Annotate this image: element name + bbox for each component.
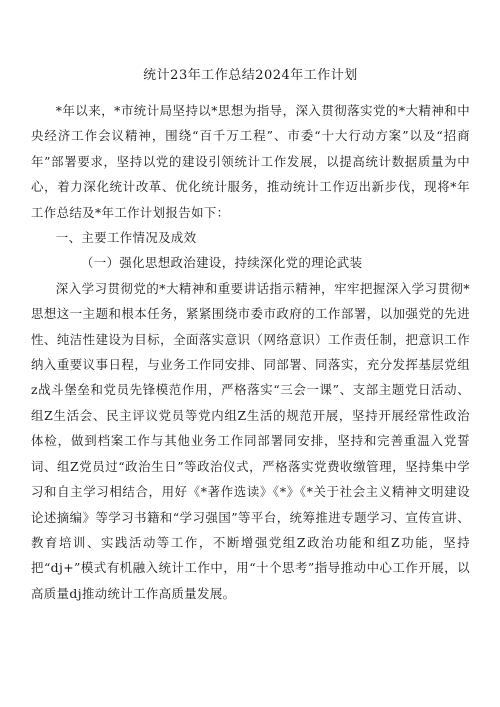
section-heading: 一、主要工作情况及成效	[55, 230, 197, 246]
document-title: 统计23年工作总结2024年工作计划	[143, 68, 358, 83]
body-paragraph: 深入学习贯彻党的*大精神和重要讲话指示精神，牢牢把握深入学习贯彻*思想这一主题和根本任务，紧紧围绕市委市政府的工作部署，以加强党的先进性、纯洁性建设为目标，全面落实意识（网络意识）工作责任制，把意识工作纳入重要议事日程，与业务工作同安排、同部署、同落实，充分发挥基层党组z战斗堡垒和党员先锋模范作用，严格落实“三会一课”、支部主题党日活动、组Z生活会、民主评议党员等党内组Z生活的规范开展，坚持开展经常性政治体检，做到档案工作与其他业务工作同部署同安排，坚持和完善重温入党誓词、组Z党员过“政治生日”等政治仪式，严格落实党费收缴管理，坚持集中学习和自主学习相结合，用好《*著作选读》《*》《*关于社会主义精神文明建设论述摘编》等学习书籍和“学习强国”等平台，统筹推进专题学习、宣传宣讲、教育培训、实践活动等工作，不断增强党组Z政治功能和组Z功能，坚持把“dj+”模式有机融入统计工作中，用“十个思考”指导推动中心工作开展，以高质量dj推动统计工作高质量发展。	[31, 280, 470, 601]
subsection-heading: （一）强化思想政治建设，持续深化党的理论武装	[81, 255, 363, 271]
intro-paragraph: *年以来，*市统计局坚持以*思想为指导，深入贯彻落实党的*大精神和中央经济工作会议精神，围绕“百千万工程”、市委“十大行动方案”以及“招商年”部署要求，坚持以党的建设引领统计工作发展，以提高统计数据质量为中心，着力深化统计改革、优化统计服务，推动统计工作迈出新步伐，现将*年工作总结及*年工作计划报告如下：	[31, 103, 470, 220]
